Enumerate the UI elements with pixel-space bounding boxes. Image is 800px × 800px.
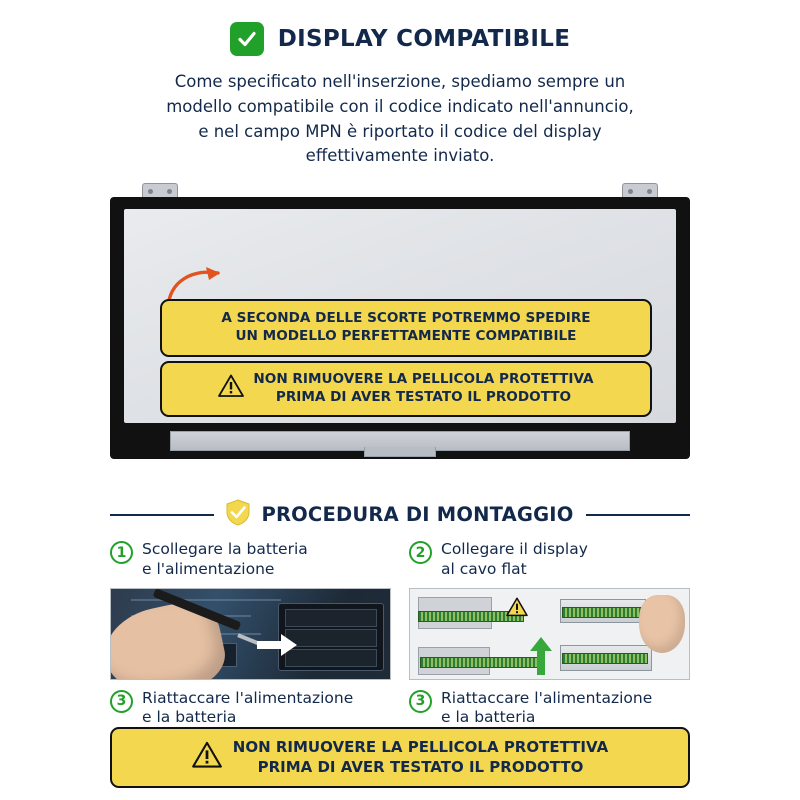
step-1 bbox=[110, 540, 391, 580]
page-title: DISPLAY COMPATIBILE bbox=[277, 26, 571, 52]
intro-line-4: effettivamente inviato. bbox=[305, 146, 495, 166]
step-2 bbox=[409, 540, 690, 580]
step-1-line-2: e l'alimentazione bbox=[142, 559, 275, 578]
step-3-right-number: 3 bbox=[409, 690, 432, 713]
panel-bottom-bar bbox=[170, 431, 630, 451]
photo-disconnect-battery bbox=[110, 588, 391, 680]
step-2-line-2: al cavo flat bbox=[441, 559, 527, 578]
procedure-heading bbox=[110, 499, 690, 530]
step-3-right-line-2: e la batteria bbox=[441, 708, 536, 727]
flat-cable bbox=[420, 657, 540, 668]
step-3-right-line-1: Riattaccare l'alimentazione bbox=[441, 688, 653, 707]
bottom-banner-line-1: NON RIMUOVERE LA PELLICOLA PROTETTIVA bbox=[232, 738, 609, 756]
film-note-text bbox=[253, 371, 593, 407]
bottom-warning-banner bbox=[110, 727, 690, 788]
film-note-line-1: NON RIMUOVERE LA PELLICOLA PROTETTIVA bbox=[253, 371, 594, 387]
step-3-right bbox=[409, 689, 690, 729]
finger bbox=[639, 595, 685, 653]
stock-note-line-1: A SECONDA DELLE SCORTE POTREMMO SPEDIRE bbox=[221, 310, 591, 326]
intro-line-2: modello compatibile con il codice indicato nell'annuncio, bbox=[166, 96, 634, 116]
step-2-number: 2 bbox=[409, 541, 432, 564]
step-1-line-1: Scollegare la batteria bbox=[142, 540, 308, 558]
step-1-number: 1 bbox=[110, 541, 133, 564]
shield-icon bbox=[226, 499, 250, 530]
flat-cable bbox=[562, 607, 642, 618]
display-panel-illustration bbox=[110, 183, 690, 483]
arrow-up-icon bbox=[530, 637, 552, 679]
procedure-title-group bbox=[226, 499, 573, 530]
steps-column-left bbox=[110, 540, 391, 736]
stock-note-box bbox=[160, 299, 652, 357]
step-3-left-text bbox=[142, 689, 353, 729]
intro-line-3: e nel campo MPN è riportato il codice del display bbox=[198, 121, 602, 141]
warning-triangle-icon bbox=[192, 741, 222, 775]
warning-triangle-icon bbox=[218, 374, 244, 404]
step-3-left-line-2: e la batteria bbox=[142, 708, 237, 727]
step-3-left bbox=[110, 689, 391, 729]
hand bbox=[110, 595, 231, 679]
divider-right bbox=[586, 514, 690, 516]
board-trace bbox=[131, 599, 281, 601]
film-note-line-2: PRIMA DI AVER TESTATO IL PRODOTTO bbox=[275, 388, 572, 405]
steps-column-right bbox=[409, 540, 690, 736]
arrow-right-icon bbox=[257, 634, 297, 660]
battery-cell bbox=[285, 649, 377, 667]
flat-cable bbox=[562, 653, 648, 664]
step-3-right-text bbox=[441, 689, 652, 729]
step-2-text bbox=[441, 540, 588, 580]
step-3-left-number: 3 bbox=[110, 690, 133, 713]
step-2-line-1: Collegare il display bbox=[441, 540, 588, 558]
step-1-text bbox=[142, 540, 308, 580]
right-margin bbox=[692, 0, 800, 800]
panel-bottom-tab bbox=[364, 447, 436, 457]
step-3-left-line-1: Riattaccare l'alimentazione bbox=[142, 688, 354, 707]
battery-cell bbox=[285, 629, 377, 647]
content-column bbox=[110, 0, 690, 736]
header bbox=[110, 22, 690, 56]
stock-note-line-2: UN MODELLO PERFETTAMENTE COMPATIBILE bbox=[235, 327, 577, 344]
check-icon bbox=[230, 22, 264, 56]
warning-triangle-icon bbox=[506, 597, 528, 621]
divider-left bbox=[110, 514, 214, 516]
steps-grid bbox=[110, 540, 690, 736]
intro-line-1: Come specificato nell'inserzione, spediamo sempre un bbox=[174, 72, 626, 91]
intro-paragraph bbox=[110, 70, 690, 169]
battery-cell bbox=[285, 609, 377, 627]
bottom-banner-text bbox=[233, 738, 608, 777]
left-margin bbox=[0, 0, 108, 800]
film-note-box bbox=[160, 361, 652, 417]
procedure-title: PROCEDURA DI MONTAGGIO bbox=[261, 503, 574, 526]
photo-connect-flat-cable bbox=[409, 588, 690, 680]
bottom-banner-line-2: PRIMA DI AVER TESTATO IL PRODOTTO bbox=[257, 757, 584, 776]
